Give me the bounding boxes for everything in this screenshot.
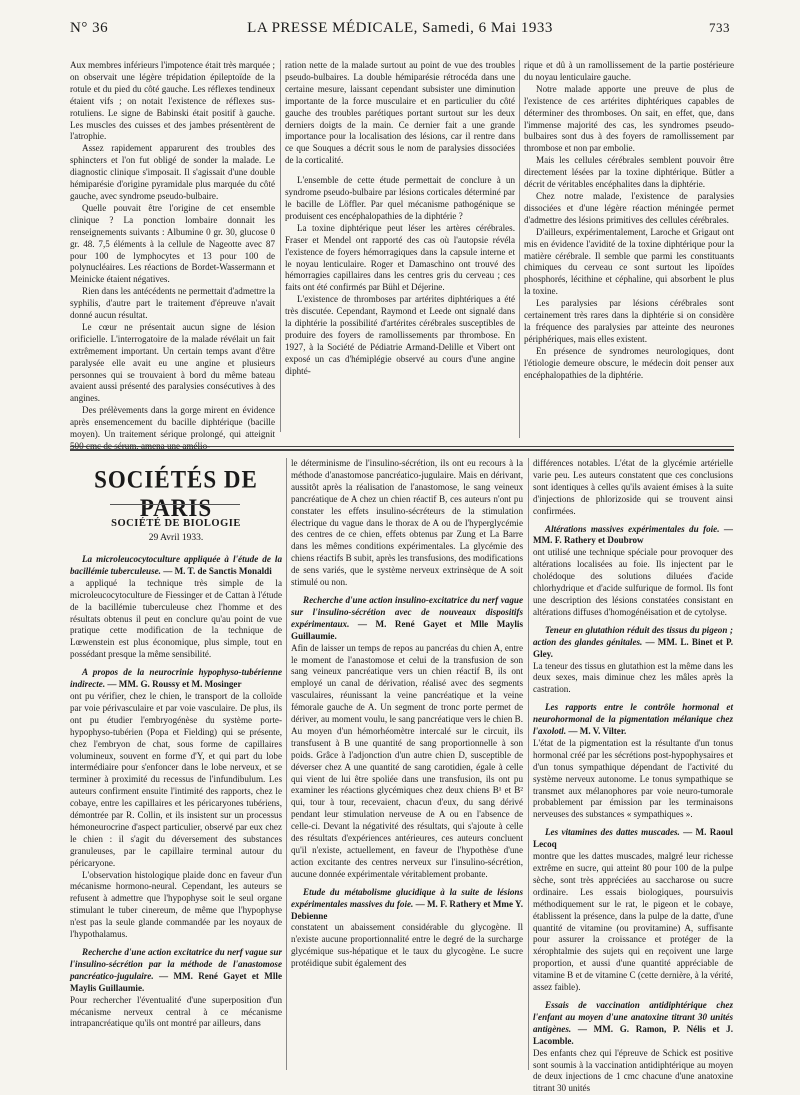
communication-heading: Recherche d'une action insulino-excitatrice du nerf vague sur l'insulino-sécrétion avec de nouveaux dispositifs expérimentaux. — M. René Gayet et Mlle Maylis Guillaumie. — [291, 594, 523, 641]
paragraph: Assez rapidement apparurent des troubles des sphincters et l'on fut obligé de sonder la malade. Le diagnostic clinique s'imposait. Il s'agissait d'une double hémiparésie d'origine pyramidale plus marquée du côté gauche, avec syndrome pseudo-bulbaire. — [70, 143, 275, 201]
paragraph: ration nette de la malade surtout au point de vue des troubles pseudo-bulbaires. La double hémiparésie rétrocéda dans une certaine mesure, laissant cependant subsister une diminution importante de la force musculaire et en particulier du côté gauche des troubles parétiques portant surtout sur les deux derniers doigts de la main. Ce dernier fait a une grande importance pour la localisation des lésions, car il rentre dans ce que Souques a décrit sous le nom de paralysies dissociées de la corticalité. — [285, 60, 515, 166]
communication-heading: Les vitamines des dattes muscades. — M. Raoul Lecoq — [533, 827, 733, 850]
issue-number: N° 36 — [70, 20, 109, 36]
page-header — [70, 20, 730, 42]
communication-text: Afin de laisser un temps de repos au pancréas du chien A, entre le moment de l'anastomose et celui de la transfusion de son sang veineux pancréatique vers un chien réactif B, ils ont employé un canal de dérivation, réalisé avec des segments vasculaires, réunissant la veine pancréatique et la veine fémorale gauche de A. Un segment de tronc porte permet de dériver, au moment voulu, le sang pancréatique vers le chien B. Au moyen d'un hémorhéomètre intercalé sur le circuit, ils transfusent à B une quantité de sang proportionnelle à son poids. Grâce à l'adjonction d'un autre chien D, susceptible de déverser chez A une quantité de sang carotidien, égale à celle qui vient de lui être spoliée dans une transfusion, ils ont pu examiner les réactions glycémiques chez deux chiens B¹ et B² qui, tour à tour, recevaient, chacun d'eux, du sang dérivé pendant leur stimulation nerveuse de A ou en l'absence de celle-ci. Devant la négativité des résultats, qui s'ajoute à celle des résultats d'expériences antérieures, ces auteurs concluent qu'il n'existe, actuellement, en faveur de l'hypothèse d'une action excitante des centres nerveux sur l'insulino-sécrétion, aucune donnée expérimentale véritablement probante. — [291, 642, 523, 879]
page-number: 733 — [709, 20, 730, 35]
article-column-1 — [70, 60, 275, 451]
communication-heading: Altérations massives expérimentales du foie. — MM. F. Rathery et Doubrow — [533, 523, 733, 546]
communication-heading: A propos de la neurocrinie hypophyso-tubérienne indirecte. — MM. G. Roussy et M. Mosinger — [70, 667, 282, 690]
society-column-3 — [533, 458, 733, 1094]
title-rule — [110, 504, 240, 505]
paragraph: rique et dû à un ramollissement de la partie postérieure du noyau lenticulaire gauche. — [524, 60, 734, 82]
communication-text: a appliqué la technique très simple de la microleucocytoculture de Fiessinger et de Cattan à l'étude de la bacillémie tuberculeuse chez l'homme et des résultats obtenus il peut en conclure qu'au point de vue pratique cette modification de la technique de Lœwenstein est plus économique, plus simple, tout en possédant presque la même sensibilité. — [70, 577, 282, 660]
section-title: SOCIÉTÉS DE PARIS — [94, 465, 258, 522]
communication-heading: Etude du métabolisme glucidique à la suite de lésions expérimentales massives du foie. — M. F. Rathery et Mme Y. Debienne — [291, 886, 523, 921]
communication-heading: Teneur en glutathion réduit des tissus du pigeon ; action des glandes génitales. — MM. L. Binet et P. Gley. — [533, 624, 733, 659]
communication-heading: Les rapports entre le contrôle hormonal et neurohormonal de la pigmentation mélanique chez l'axolotl. — M. V. Vilter. — [533, 702, 733, 737]
journal-title: LA PRESSE MÉDICALE, Samedi, 6 Mai 1933 — [247, 20, 553, 36]
section-rule — [70, 449, 734, 451]
society-column-2 — [291, 458, 523, 1070]
communication-text: La teneur des tissus en glutathion est la même dans les deux sexes, mais diminue chez les mâles après la castration. — [533, 660, 733, 695]
paragraph: En présence de syndromes neurologiques, dont l'étiologie demeure obscure, le médecin doit penser aux encéphalopathies de la diphtérie. — [524, 345, 734, 380]
society-column-1 — [70, 548, 282, 1068]
paragraph: L'ensemble de cette étude permettait de conclure à un syndrome pseudo-bulbaire par lésions corticales déterminé par le bacille de Löffler. Par quel mécanisme pathogénique se produisent ces encéphalopathies de la diphtérie ? — [285, 175, 515, 221]
communication-heading: La microleucocytoculture appliquée à l'étude de la bacillémie tuberculeuse. — M. T. de Sanctis Monaldi — [70, 554, 282, 576]
communication-text: ont utilisé une technique spéciale pour provoquer des altérations localisées au foie. Ils injectent par le cholédoque des solutions diluées d'acide chlorhydrique et d'acide sulfurique de formol. Ils font une description des lésions constatées consistant en altérations diffuses d'homogénéisation et de cytolyse. — [533, 547, 733, 617]
paragraph: Notre malade apporte une preuve de plus de l'existence de ces artérites diphtériques capables de déterminer des thromboses. On sait, en effet, que, dans l'immense majorité des cas, les syndromes pseudo-bulbaires sont dus à des foyers de ramollissement par thrombose et non par embolie. — [524, 83, 734, 154]
section-rule — [70, 446, 734, 447]
paragraph: Quelle pouvait être l'origine de cet ensemble clinique ? La ponction lombaire donnait les renseignements suivants : Albumine 0 gr. 30, glucose 0 gr. 48. 7,5 éléments à la cellule de Nageotte avec 87 pour 100 de lymphocytes et 13 pour 100 de polynucléaires. Les réactions de Bordet-Wassermann et Meinicke étaient négatives. — [70, 202, 275, 285]
paragraph: L'existence de thromboses par artérites diphtériques a été très discutée. Cependant, Raymond et Leede ont signalé dans la diphtérie la possibilité d'artérites cérébrales susceptibles de produire des foyers de ramollissements par thrombose. En 1927, à la Société de Pédiatrie Armand-Delille et Vibert ont exposé un cas d'hémiplégie observé au cours d'une angine diphté- — [285, 294, 515, 376]
communication-text: montre que les dattes muscades, malgré leur richesse extrême en sucre, qui atteint 80 pour 100 de la pulpe sèche, sont très appréciées au saccharose ou sucre ordinaire. Les essais biologiques, poursuivis méthodiquement sur le rat, le pigeon et le cobaye, établissent la présence, dans la pulpe de la datte, d'une quantité de vitamine (ou provitamine) A, suffisante pour assurer la croissance et protéger de la xérophtalmie des sujets qui en reçoivent une large proportion, et aussi d'une quantité appréciable de vitamine B et de vitamine C (cette dernière, à la vérité, assez faible). — [533, 851, 733, 993]
communication-text: L'observation histologique plaide donc en faveur d'un mécanisme hormono-neural. Cependant, les auteurs se refusent à admettre que l'hypophyse soit le seul organe stimulant le tuber cinereum, de même que l'hypophyse n'est pas la seule glande commandée par les noyaux de l'hypothalamus. — [70, 869, 282, 940]
communication-heading: Essais de vaccination antidiphtérique chez l'enfant au moyen d'une anatoxine titrant 30 unités antigènes. — MM. G. Ramon, P. Nélis et J. Lacomble. — [533, 999, 733, 1046]
column-divider — [286, 458, 287, 1070]
column-divider — [280, 60, 281, 432]
paragraph: Mais les cellules cérébrales semblent pouvoir être directement lésées par la toxine diphtérique. Bütler a décrit de véritables encéphalites dans la diphtérie. — [524, 155, 734, 190]
paragraph: La toxine diphtérique peut léser les artères cérébrales. Fraser et Mendel ont rapporté des cas où l'autopsie révéla l'existence de foyers hémorragiques dans la capsule interne et le noyau lenticulaire. Roger et Damaschino ont trouvé des hémorragies capillaires dans les centres gris du cerveau ; ces faits ont été confirmés par Bühl et Déjerine. — [285, 222, 515, 293]
communication-heading: Recherche d'une action excitatrice du nerf vague sur l'insulino-sécrétion par la méthode de l'anastomose pancréatico-jugulaire. — MM. René Gayet et Mlle Maylis Guillaumie. — [70, 947, 282, 993]
article-column-3 — [524, 60, 734, 442]
paragraph: Aux membres inférieurs l'impotence était très marquée ; on observait une légère trépidation épileptoïde de la rotule et du pied du côté gauche. Les réflexes tendineux étaient vifs ; on notait l'existence de réflexes sus-rotuliens. Le signe de Babinski était positif à gauche. Les muscles des cuisses et des jambes présentèrent de l'atrophie. — [70, 60, 275, 142]
communication-text: constatent un abaissement considérable du glycogène. Il n'existe aucune proportionnalité entre le degré de la surcharge glycémique sus-hépatique et le taux du glycogène. Le sucre protéidique subit également des — [291, 922, 523, 969]
communication-text: Des enfants chez qui l'épreuve de Schick est positive sont soumis à la vaccination antidiphtérique au moyen de deux injections de 1 cmc chacune d'une anatoxine titrant 30 unités — [533, 1047, 733, 1094]
society-name: SOCIÉTÉ DE BIOLOGIE — [111, 518, 241, 529]
communication-text: différences notables. L'état de la glycémie artérielle varie peu. Les auteurs constatent que ces conclusions sont identiques à celles qu'ils avaient émises à la suite d'injections de phlorizoside qui se trouvent ainsi confirmées. — [533, 458, 733, 516]
communication-text: ont pu vérifier, chez le chien, le transport de la colloïde par voie périvasculaire et par voie vasculaire. De plus, ils ont pu étudier l'embryogénèse du système porte-hypophyso-tubérien (Popa et Fielding) qui se présente, chez l'embryon de chat, sous forme de capillaires volumineux, souvent en forme d'Y, et qui part du lobe intermédiaire pour s'enfoncer dans le lobe nerveux, et se terminer à proximité du recessus de l'infundibulum. Les auteurs confirment ensuite l'intimité des rapports, chez le cobaye, entre les capillaires et les péricaryones tubériens, démontrée par R. Collin, et ils insistent sur un processus hémoneurocrine d'aspect particulier, observé par eux chez le chien : il s'agit du déversement des substances granuleuses, par le capillaire terminal autour du péricaryone. — [70, 690, 282, 868]
paragraph: Des prélèvements dans la gorge mirent en évidence après ensemencement du bacille diphtérique (bacille moyen). Un traitement sérique prolongé, qui atteignit 500 cmc de sérum, amena une amélio- — [70, 405, 275, 451]
paragraph: Les paralysies par lésions cérébrales sont certainement très rares dans la diphtérie si on considère la fréquence des paralysies par atteinte des neurones périphériques, mais elles existent. — [524, 298, 734, 344]
column-divider — [528, 458, 529, 1070]
paragraph: Chez notre malade, l'existence de paralysies dissociées et d'une légère réaction méningée permet d'admettre des lésions primitives des cellules cérébrales. — [524, 190, 734, 225]
paragraph: D'ailleurs, expérimentalement, Laroche et Grigaut ont mis en évidence l'avidité de la toxine diphtérique pour la matière cérébrale. Il semble que parmi les constituants chimiques du cerveau ce sont surtout les lipoïdes phosphorés, lécithine et céphaline, qui absorbent le plus la toxine. — [524, 226, 734, 297]
communication-text: le déterminisme de l'insulino-sécrétion, ils ont eu recours à la méthode d'anastomose pancréatico-jugulaire. Mais en dérivant, aussitôt après la réalisation de l'anastomose, le sang veineux pancréatique de A chez un chien réactif B, ces auteurs n'ont pu constater les effets insulino-sécréteurs de la stimulation électrique du vague dans le thorax de A ou de l'hyperglycémie des centres de ce chien, effets obtenus par Zung et La Barre dans les mêmes conditions expérimentales. La glycémie des chiens réactifs B subit, après les transfusions, des modifications de sens variés, que le système nerveux extrinsèque de A soit stimulé ou non. — [291, 458, 523, 588]
column-divider — [519, 60, 520, 438]
meeting-date: 29 Avril 1933. — [148, 533, 204, 543]
paragraph: Le cœur ne présentait aucun signe de lésion orificielle. L'interrogatoire de la malade révélait un fait extrêmement important. Un certain temps avant d'être paralysée elle avait eu une angine et plusieurs personnes qui se trouvaient à bord du même bateau avaient aussi présenté des paralysies consécutives à des angines. — [70, 321, 275, 404]
paragraph: Rien dans les antécédents ne permettait d'admettre la syphilis, d'autre part le traitement d'épreuve n'avait donné aucun résultat. — [70, 286, 275, 321]
communication-text: L'état de la pigmentation est la résultante d'un tonus hormonal créé par les sécrétions post-hypophysaires et d'un tonus sympathique dépendant de l'activité du système nerveux autonome. Le tonus sympathique se transmet aux mélanophores par voie neuro-tumorale probablement par émission par les terminaisons nerveuses des substances « sympathiques ». — [533, 737, 733, 820]
communication-text: Pour rechercher l'éventualité d'une superposition d'un mécanisme nerveux central à ce mécanisme intrapancréatique qu'ils ont montré par ailleurs, dans — [70, 994, 282, 1029]
article-column-2 — [285, 60, 515, 438]
